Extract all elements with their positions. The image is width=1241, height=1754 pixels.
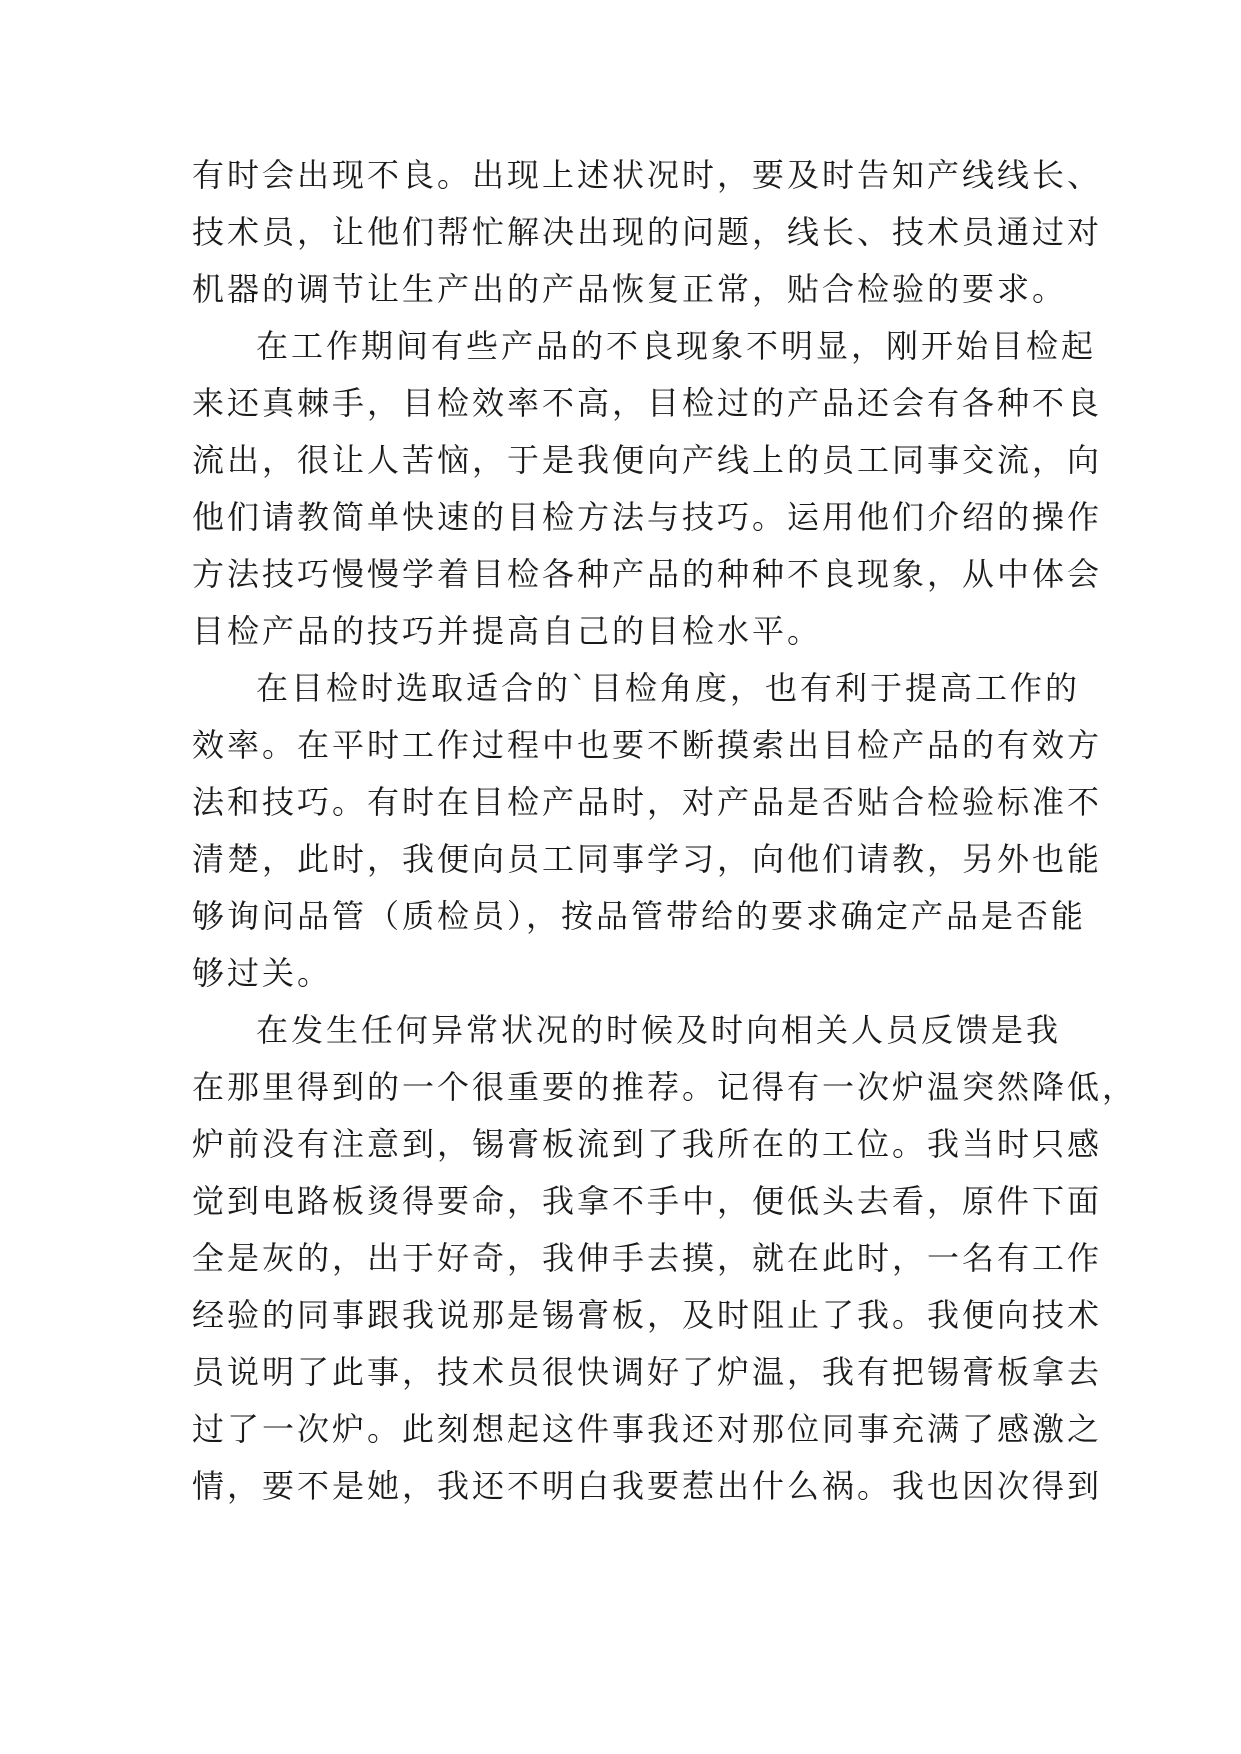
paragraph-first-line: 在发生任何异常状况的时候及时向相关人员反馈是我	[256, 1011, 1062, 1049]
text-line: 全是灰的，出于好奇，我伸手去摸，就在此时，一名有工作	[192, 1239, 1103, 1277]
text-line: 够询问品管（质检员），按品管带给的要求确定产品是否能	[192, 897, 1087, 935]
text-line: 目检产品的技巧并提高自己的目检水平。	[192, 612, 823, 650]
text-line: 他们请教简单快速的目检方法与技巧。运用他们介绍的操作	[192, 498, 1103, 536]
text-line: 过了一次炉。此刻想起这件事我还对那位同事充满了感激之	[192, 1410, 1103, 1448]
text-line: 员说明了此事，技术员很快调好了炉温，我有把锡膏板拿去	[192, 1353, 1103, 1391]
text-line: 来还真棘手，目检效率不高，目检过的产品还会有各种不良	[192, 384, 1103, 422]
text-line: 机器的调节让生产出的产品恢复正常，贴合检验的要求。	[192, 270, 1068, 308]
text-line: 够过关。	[192, 954, 333, 992]
text-line: 清楚，此时，我便向员工同事学习，向他们请教，另外也能	[192, 840, 1103, 878]
paragraph-first-line: 在工作期间有些产品的不良现象不明显，刚开始目检起	[256, 327, 1097, 365]
text-line: 经验的同事跟我说那是锡膏板，及时阻止了我。我便向技术	[192, 1296, 1103, 1334]
text-line: 法和技巧。有时在目检产品时，对产品是否贴合检验标准不	[192, 783, 1103, 821]
text-line: 效率。在平时工作过程中也要不断摸索出目检产品的有效方	[192, 726, 1103, 764]
text-line: 技术员，让他们帮忙解决出现的问题，线长、技术员通过对	[192, 213, 1103, 251]
text-line: 炉前没有注意到，锡膏板流到了我所在的工位。我当时只感	[192, 1125, 1103, 1163]
paragraph-first-line: 在目检时选取适合的`目检角度，也有利于提高工作的	[256, 669, 1081, 707]
text-line: 觉到电路板烫得要命，我拿不手中，便低头去看，原件下面	[192, 1182, 1103, 1220]
text-line: 有时会出现不良。出现上述状况时，要及时告知产线线长、	[192, 156, 1103, 194]
text-line: 方法技巧慢慢学着目检各种产品的种种不良现象，从中体会	[192, 555, 1103, 593]
text-line: 在那里得到的一个很重要的推荐。记得有一次炉温突然降低，	[192, 1068, 1138, 1106]
text-line: 流出，很让人苦恼，于是我便向产线上的员工同事交流，向	[192, 441, 1103, 479]
text-line: 情，要不是她，我还不明白我要惹出什么祸。我也因次得到	[192, 1467, 1103, 1505]
